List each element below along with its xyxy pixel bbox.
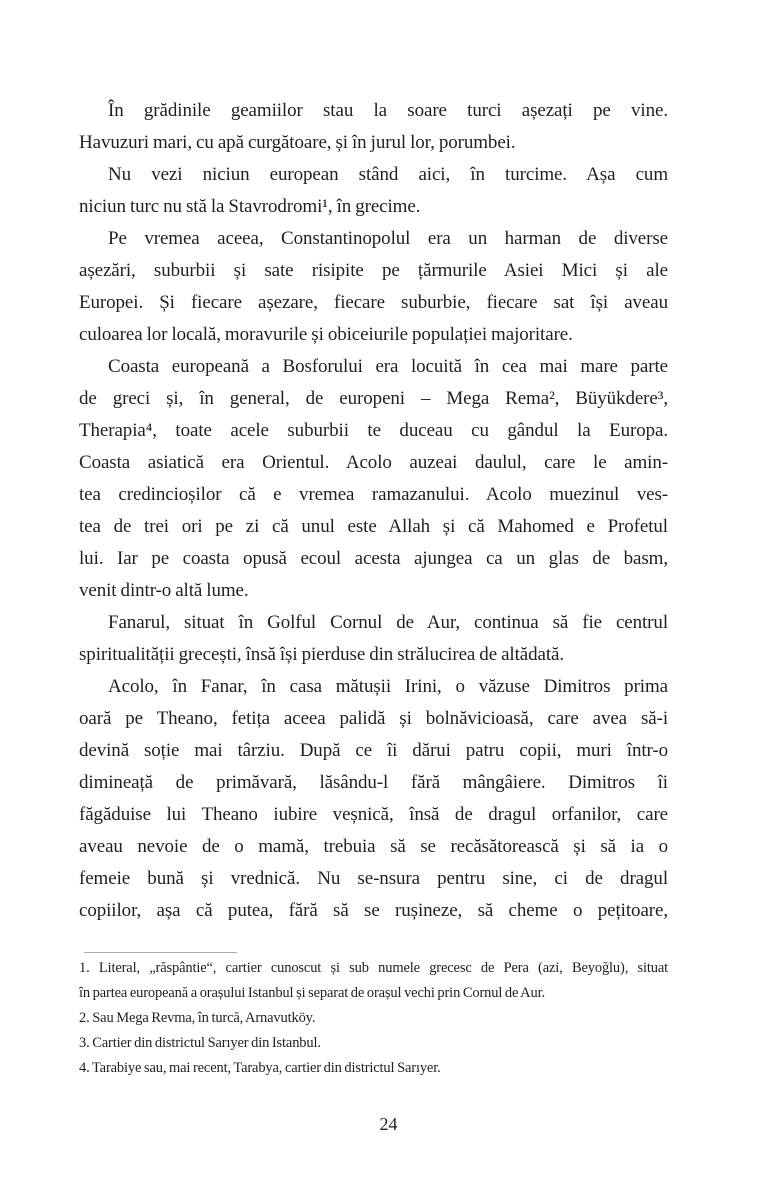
footnotes: [79, 956, 668, 1081]
text-line: de greci și, în general, de europeni – Mega Rema², Büyükdere³,: [79, 388, 668, 409]
page-number: 24: [379, 1114, 398, 1134]
paragraph: [79, 607, 668, 671]
text-line: 4. Tarabiye sau, mai recent, Tarabya, cartier din districtul Sarıyer.: [79, 1060, 441, 1076]
text-line: lui. Iar pe coasta opusă ecoul acesta ajungea ca un glas de basm,: [79, 548, 668, 569]
text-line: culoarea lor locală, moravurile și obiceiurile populației majoritare.: [79, 324, 573, 345]
paragraph: [79, 95, 668, 159]
text-line: Pe vremea aceea, Constantinopolul era un harman de diverse: [108, 228, 668, 249]
text-line: Fanarul, situat în Golful Cornul de Aur, continua să fie centrul: [108, 612, 668, 633]
text-line: devină soție mai târziu. După ce îi dărui patru copii, muri într-o: [79, 740, 668, 761]
text-line: spiritualității grecești, însă își pierduse din strălucirea de altădată.: [79, 644, 564, 665]
text-line: dimineață de primăvară, lăsându-l fără mângâiere. Dimitros îi: [79, 772, 668, 793]
text-line: copiilor, așa că putea, fără să se rușineze, să cheme o pețitoare,: [79, 900, 668, 921]
footnote: [79, 956, 668, 1006]
text-line: așezări, suburbii și sate risipite pe țărmurile Asiei Mici și ale: [79, 260, 668, 281]
text-line: niciun turc nu stă la Stavrodromi¹, în grecime.: [79, 196, 421, 217]
text-line: Havuzuri mari, cu apă curgătoare, și în jurul lor, porumbei.: [79, 132, 516, 153]
footnote: [79, 1006, 668, 1031]
text-line: femeie bună și vrednică. Nu se-nsura pentru sine, ci de dragul: [79, 868, 668, 889]
text-line: Nu vezi niciun european stând aici, în turcime. Așa cum: [108, 164, 668, 185]
paragraph: [79, 223, 668, 351]
text-line: tea de trei ori pe zi că unul este Allah și că Mahomed e Profetul: [79, 516, 668, 537]
text-line: în partea europeană a orașului Istanbul și separat de orașul vechi prin Cornul de Aur.: [79, 985, 545, 1001]
text-line: făgăduise lui Theano iubire veșnică, însă de dragul orfanilor, care: [79, 804, 668, 825]
footnote: [79, 1056, 668, 1081]
text-line: Therapia⁴, toate acele suburbii te duceau cu gândul la Europa.: [79, 420, 668, 441]
text-line: oară pe Theano, fetița aceea palidă și bolnăvicioasă, care avea să-i: [79, 708, 668, 729]
text-line: În grădinile geamiilor stau la soare turci așezați pe vine.: [108, 100, 668, 121]
text-line: Coasta asiatică era Orientul. Acolo auzeai daulul, care le amin-: [79, 452, 668, 473]
text-line: Acolo, în Fanar, în casa mătușii Irini, o văzuse Dimitros prima: [108, 676, 668, 697]
footnote: [79, 1031, 668, 1056]
text-line: aveau nevoie de o mamă, trebuia să se recăsătorească și să ia o: [79, 836, 668, 857]
paragraph: [79, 671, 668, 927]
text-line: Europei. Și fiecare așezare, fiecare suburbie, fiecare sat își aveau: [79, 292, 668, 313]
text-line: tea credincioșilor că e vremea ramazanului. Acolo muezinul ves-: [79, 484, 668, 505]
text-line: venit dintr-o altă lume.: [79, 580, 249, 601]
paragraph: [79, 351, 668, 607]
text-line: 2. Sau Mega Revma, în turcă, Arnavutköy.: [79, 1010, 316, 1026]
text-line: 1. Literal, „răspântie“, cartier cunoscut și sub numele grecesc de Pera (azi, Beyoğlu), situat: [79, 960, 668, 976]
footnote-separator: [84, 952, 237, 953]
text-line: 3. Cartier din districtul Sarıyer din Istanbul.: [79, 1035, 321, 1051]
text-line: Coasta europeană a Bosforului era locuită în cea mai mare parte: [108, 356, 668, 377]
paragraph: [79, 159, 668, 223]
body-text: [79, 95, 668, 927]
